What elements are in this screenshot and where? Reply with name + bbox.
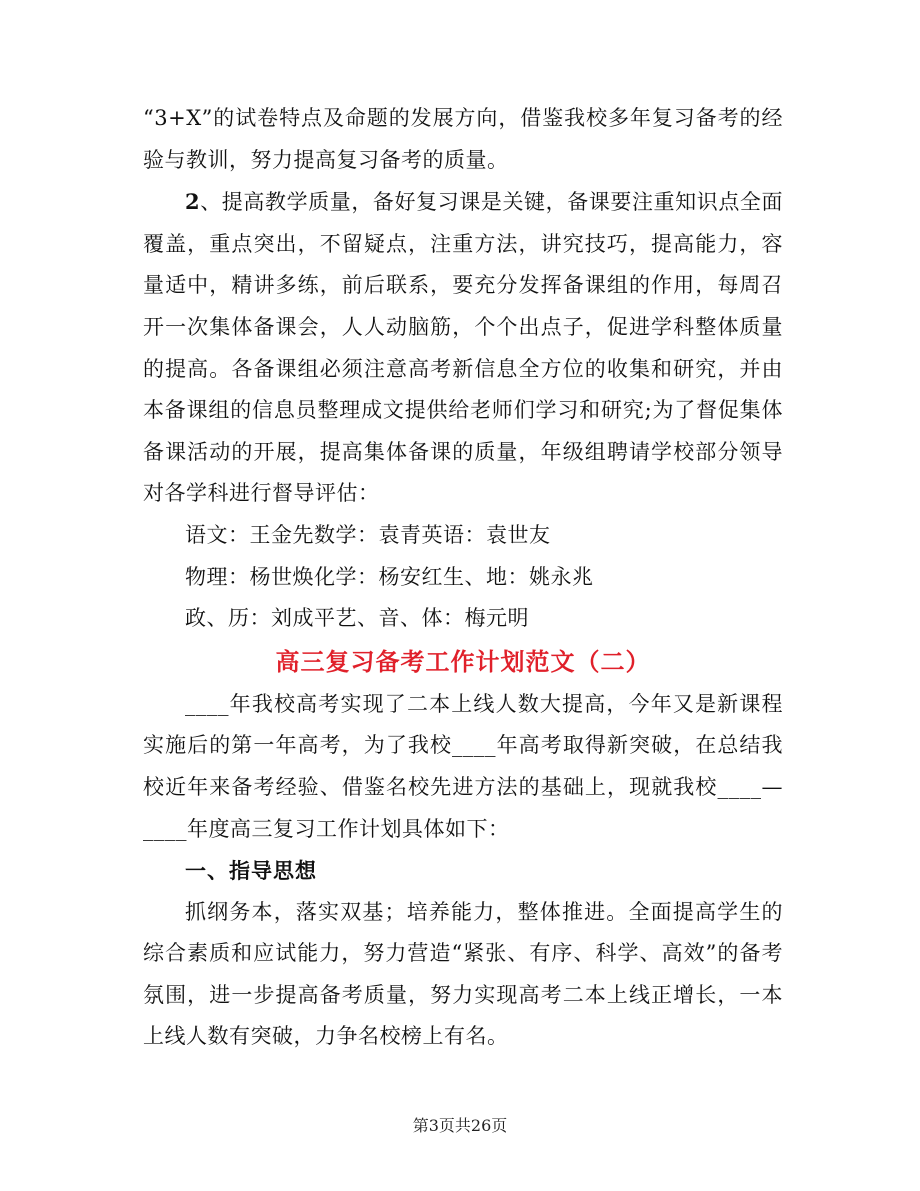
supervisor-line-1: 语文：王金先数学：袁青英语：袁世友 bbox=[185, 522, 551, 547]
paragraph-teaching-quality bbox=[143, 181, 783, 515]
section-title: 高三复习备考工作计划范文（二） bbox=[275, 646, 651, 676]
supervisor-line-2: 物理：杨世焕化学：杨安红生、地：姚永兆 bbox=[185, 564, 594, 589]
paragraph-intro: ____年我校高考实现了二本上线人数大提高，今年又是新课程实施后的第一年高考，为了我校____年高考取得新突破，在总结我校近年来备考经验、借鉴名校先进方法的基础上，现就我校____—____年度高三复习工作计划具体如下： bbox=[143, 691, 783, 841]
page-number-footer: 第3页共26页 bbox=[412, 1116, 508, 1135]
heading-guiding-ideology: 一、指导思想 bbox=[185, 858, 317, 884]
item-number: 2 bbox=[185, 189, 201, 215]
document-body bbox=[143, 98, 783, 1058]
paragraph-teaching-quality-text: 、提高教学质量，备好复习课是关键，备课要注重知识点全面覆盖，重点突出，不留疑点，注重方法，讲究技巧，提高能力，容量适中，精讲多练，前后联系，要充分发挥备课组的作用，每周召开一次集体备课会，人人动脑筋，个个出点子，促进学科整体质量的提高。各备课组必须注意高考新信息全方位的收集和研究，并由本备课组的信息员整理成文提供给老师们学习和研究;为了督促集体备课活动的开展，提高集体备课的质量，年级组聘请学校部分领导对各学科进行督导评估： bbox=[143, 190, 783, 506]
paragraph-3x-continuation: “3+X”的试卷特点及命题的发展方向，借鉴我校多年复习备考的经验与教训，努力提高复习备考的质量。 bbox=[143, 106, 783, 172]
supervisor-line-3: 政、历：刘成平艺、音、体：梅元明 bbox=[185, 606, 529, 631]
paragraph-guiding-ideology: 抓纲务本，落实双基；培养能力，整体推进。全面提高学生的综合素质和应试能力，努力营造“紧张、有序、科学、高效”的备考氛围，进一步提高备考质量，努力实现高考二本上线正增长，一本上线人数有突破，力争名校榜上有名。 bbox=[143, 899, 783, 1049]
